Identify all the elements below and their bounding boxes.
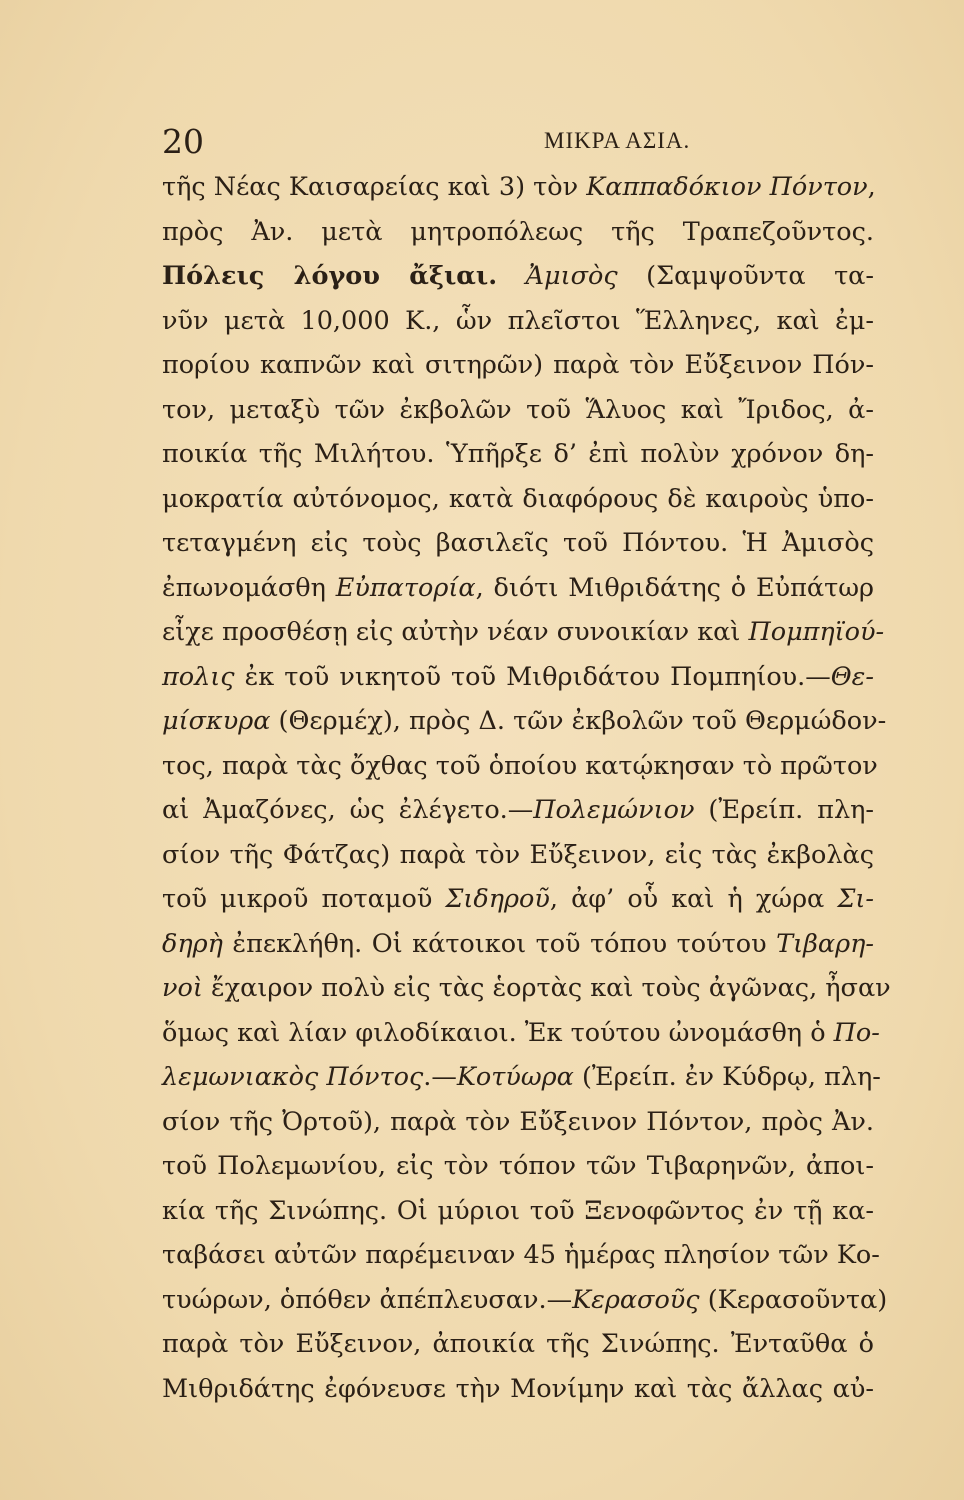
text-segment: Πολεμώνιον — [533, 795, 695, 825]
text-segment: πρὸς Ἀν. μετὰ μητροπόλεως τῆς Τραπεζοῦντος. — [162, 216, 874, 247]
text-segment: τεταγμένη εἰς τοὺς βασιλεῖς τοῦ Πόντου. Ἡ Ἀμισὸς — [162, 528, 874, 558]
text-line — [162, 1278, 888, 1323]
text-line — [162, 388, 874, 433]
text-line — [162, 343, 874, 388]
text-segment: αἱ Ἀμαζόνες, ὡς ἐλέγετο.— — [162, 795, 534, 825]
text-segment: ποικία τῆς Μιλήτου. Ὑπῆρξε δ’ ἐπὶ πολὺν χρόνον δη- — [162, 439, 874, 469]
text-segment: ταβάσει αὐτῶν παρέμειναν 45 ἡμέρας πλησίον τῶν Κο- — [162, 1240, 880, 1270]
text-segment: μοκρατία αὐτόνομος, κατὰ διαφόρους δὲ καιροὺς ὑπο- — [162, 483, 874, 514]
page-header — [160, 122, 880, 162]
text-segment: , — [867, 172, 876, 202]
text-segment: ἐπωνομάσθη — [162, 572, 336, 603]
text-segment: δηρὴ — [162, 928, 223, 959]
text-line — [162, 1367, 874, 1412]
text-segment: πορίου καπνῶν καὶ σιτηρῶν) παρὰ τὸν Εὔξεινον Πόν- — [162, 350, 874, 380]
text-segment: τον, μεταξὺ τῶν ἐκβολῶν τοῦ Ἅλυος καὶ Ἴριδος, ἀ- — [162, 394, 874, 425]
text-segment: ἐπεκλήθη. Οἱ κάτοικοι τοῦ τόπου τούτου — [222, 928, 777, 959]
text-line — [162, 1189, 874, 1234]
text-segment: τῆς Νέας Καισαρείας καὶ 3) τὸν — [162, 172, 587, 202]
text-line — [162, 521, 874, 566]
text-line — [162, 966, 891, 1011]
text-line — [162, 655, 874, 700]
text-segment: Πο- — [833, 1017, 880, 1048]
text-line — [162, 1322, 874, 1367]
text-segment: παρὰ τὸν Εὔξεινον, ἀποικία τῆς Σινώπης. Ἐνταῦθα ὁ — [162, 1329, 874, 1359]
text-line — [162, 1100, 874, 1145]
text-segment: τοῦ Πολεμωνίου, εἰς τὸν τόπον τῶν Τιβαρηνῶν, ἀποι- — [162, 1151, 874, 1181]
text-segment — [497, 261, 525, 291]
body-text — [162, 165, 891, 1411]
text-line — [162, 165, 874, 210]
text-segment: Πομπηϊού- — [748, 617, 885, 647]
text-segment: .— — [423, 1062, 457, 1092]
text-segment: Σιδηροῦ — [445, 884, 550, 914]
text-line — [162, 254, 874, 299]
text-line — [162, 1144, 874, 1189]
text-line — [162, 299, 874, 344]
text-segment: Θε- — [830, 661, 874, 692]
text-line — [162, 699, 887, 744]
text-line — [162, 477, 874, 522]
text-segment: Κερασοῦς — [572, 1284, 700, 1315]
text-segment: (Κερασοῦντα) — [699, 1284, 888, 1315]
text-segment: πολις — [162, 661, 235, 692]
text-segment: νοὶ — [162, 973, 203, 1003]
text-segment: ἔχαιρον πολὺ εἰς τὰς ἑορτὰς καὶ τοὺς ἀγῶνας, ἦσαν — [202, 973, 891, 1003]
page-number: 20 — [162, 122, 204, 161]
text-line — [162, 744, 878, 789]
text-line — [162, 922, 874, 967]
text-segment: τοῦ μικροῦ ποταμοῦ — [162, 884, 446, 914]
text-line — [162, 1233, 880, 1278]
text-segment: ἐκ τοῦ νικητοῦ τοῦ Μιθριδάτου Πομπηίου.— — [234, 661, 831, 692]
text-segment: νῦν μετὰ 10,000 Κ., ὧν πλεῖστοι Ἕλληνες, καὶ ἐμ- — [162, 305, 874, 336]
text-segment: εἶχε προσθέσῃ εἰς αὐτὴν νέαν συνοικίαν καὶ — [162, 617, 749, 647]
text-line — [162, 1011, 880, 1056]
text-segment: σίον τῆς Ὀρτοῦ), παρὰ τὸν Εὔξεινον Πόντον, πρὸς Ἀν. — [162, 1106, 874, 1137]
running-title: ΜΙΚΡΑ ΑΣΙΑ. — [544, 128, 691, 153]
text-segment: τυώρων, ὁπόθεν ἀπέπλευσαν.— — [162, 1284, 573, 1315]
text-segment: , ἀφ’ οὗ καὶ ἡ χώρα — [549, 884, 838, 914]
text-segment: Καππαδόκιον Πόντον — [586, 172, 868, 202]
text-line — [162, 877, 874, 922]
text-line — [162, 566, 874, 611]
text-segment: λεμωνιακὸς Πόντος — [162, 1062, 424, 1092]
text-segment: Κοτύωρα — [456, 1062, 574, 1092]
text-segment: , διότι Μιθριδάτης ὁ Εὐπάτωρ — [475, 572, 874, 603]
text-segment: Ἀμισὸς — [525, 261, 618, 291]
text-line — [162, 610, 885, 655]
text-line — [162, 432, 874, 477]
text-segment: Πόλεις λόγου ἄξιαι. — [162, 261, 498, 291]
text-line — [162, 1055, 881, 1100]
text-segment: Τιβαρη- — [776, 928, 874, 959]
text-segment: σίον τῆς Φάτζας) παρὰ τὸν Εὔξεινον, εἰς τὰς ἐκβολὰς — [162, 839, 874, 870]
text-segment: (Θερμέχ), πρὸς Δ. τῶν ἐκβολῶν τοῦ Θερμώδον- — [270, 706, 887, 736]
text-line — [162, 210, 874, 255]
text-segment: ὅμως καὶ λίαν φιλοδίκαιοι. Ἐκ τούτου ὠνομάσθη ὁ — [162, 1017, 834, 1048]
text-segment: (Σαμψοῦντα τα- — [617, 261, 875, 291]
text-line — [162, 788, 874, 833]
text-segment: Σι- — [837, 884, 874, 914]
text-segment: (Ἐρείπ. ἐν Κύδρῳ, πλη- — [573, 1062, 881, 1092]
text-segment: μίσκυρα — [162, 706, 271, 736]
text-segment: Εὐπατορία — [335, 572, 476, 603]
text-line — [162, 833, 874, 878]
text-segment: (Ἐρείπ. πλη- — [694, 795, 874, 825]
text-segment: Μιθριδάτης ἐφόνευσε τὴν Μονίμην καὶ τὰς ἄλλας αὐ- — [162, 1373, 874, 1404]
text-segment: τος, παρὰ τὰς ὄχθας τοῦ ὁποίου κατῴκησαν τὸ πρῶτον — [162, 750, 878, 781]
text-segment: κία τῆς Σινώπης. Οἱ μύριοι τοῦ Ξενοφῶντος ἐν τῇ κα- — [162, 1195, 874, 1226]
